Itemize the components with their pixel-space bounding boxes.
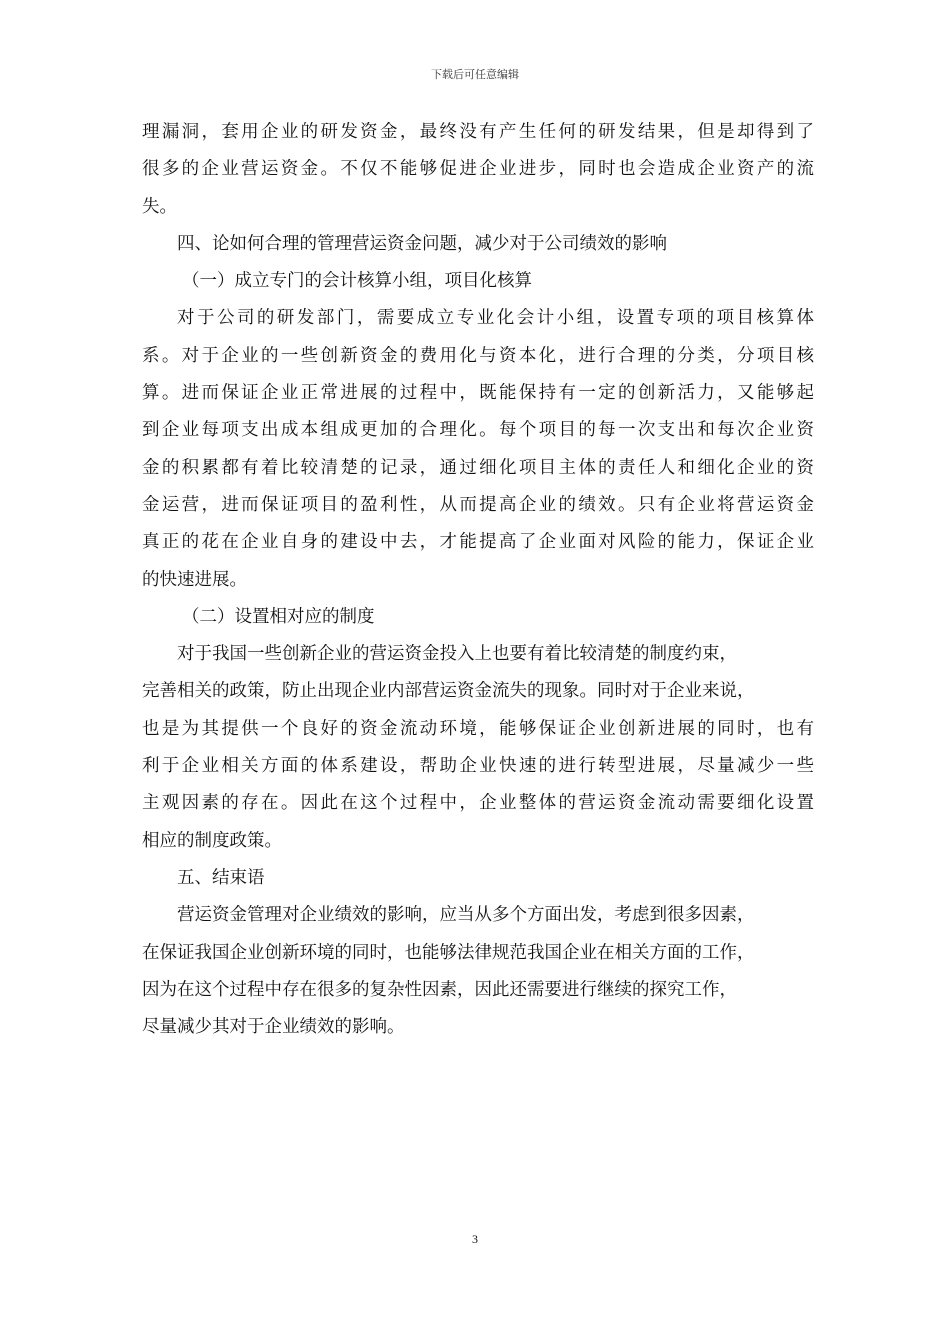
paragraph-line: 尽量减少其对于企业绩效的影响。	[142, 1017, 405, 1038]
paragraph-line: 利于企业相关方面的体系建设，帮助企业快速的进行转型进展，尽量减少一些	[142, 756, 814, 777]
paragraph-line: 失。	[142, 196, 177, 217]
paragraph-line: 的快速进展。	[142, 569, 247, 590]
paragraph-line: 主观因素的存在。因此在这个过程中，企业整体的营运资金流动需要细化设置	[142, 793, 814, 814]
paragraph-line: 也是为其提供一个良好的资金流动环境，能够保证企业创新进展的同时，也有	[142, 718, 814, 739]
paragraph-line: 相应的制度政策。	[142, 830, 282, 851]
section-heading: 五、结束语	[177, 867, 265, 888]
paragraph-line: 营运资金管理对企业绩效的影响，应当从多个方面出发，考虑到很多因素，	[177, 905, 755, 926]
subsection-heading: （二）设置相对应的制度	[182, 606, 375, 627]
paragraph-line: 系。对于企业的一些创新资金的费用化与资本化，进行合理的分类，分项目核	[142, 345, 814, 366]
paragraph-line: 到企业每项支出成本组成更加的合理化。每个项目的每一次支出和每次企业资	[142, 420, 814, 441]
document-body	[142, 114, 814, 1046]
paragraph-line: 对于公司的研发部门，需要成立专业化会计小组，设置专项的项目核算体	[177, 308, 814, 329]
paragraph-line: 金的积累都有着比较清楚的记录，通过细化项目主体的责任人和细化企业的资	[142, 457, 814, 478]
paragraph-line: 对于我国一些创新企业的营运资金投入上也要有着比较清楚的制度约束，	[177, 644, 737, 665]
paragraph-line: 因为在这个过程中存在很多的复杂性因素，因此还需要进行继续的探究工作，	[142, 979, 737, 1000]
section-heading: 四、论如何合理的管理营运资金问题，减少对于公司绩效的影响	[177, 233, 667, 254]
page-number: 3	[472, 1232, 478, 1246]
paragraph-line: 理漏洞，套用企业的研发资金，最终没有产生任何的研发结果，但是却得到了	[142, 122, 814, 142]
paragraph-line: 算。进而保证企业正常进展的过程中，既能保持有一定的创新活力，又能够起	[142, 383, 814, 404]
paragraph-line: 真正的花在企业自身的建设中去，才能提高了企业面对风险的能力，保证企业	[142, 532, 814, 553]
paragraph-line: 金运营，进而保证项目的盈利性，从而提高企业的绩效。只有企业将营运资金	[142, 494, 814, 515]
page-header: 下载后可任意编辑	[431, 68, 519, 81]
paragraph-line: 在保证我国企业创新环境的同时，也能够法律规范我国企业在相关方面的工作，	[142, 942, 755, 963]
paragraph-line: 很多的企业营运资金。不仅不能够促进企业进步，同时也会造成企业资产的流	[142, 159, 814, 180]
subsection-heading: （一）成立专门的会计核算小组，项目化核算	[182, 271, 532, 292]
paragraph-line: 完善相关的政策，防止出现企业内部营运资金流失的现象。同时对于企业来说，	[142, 681, 755, 702]
